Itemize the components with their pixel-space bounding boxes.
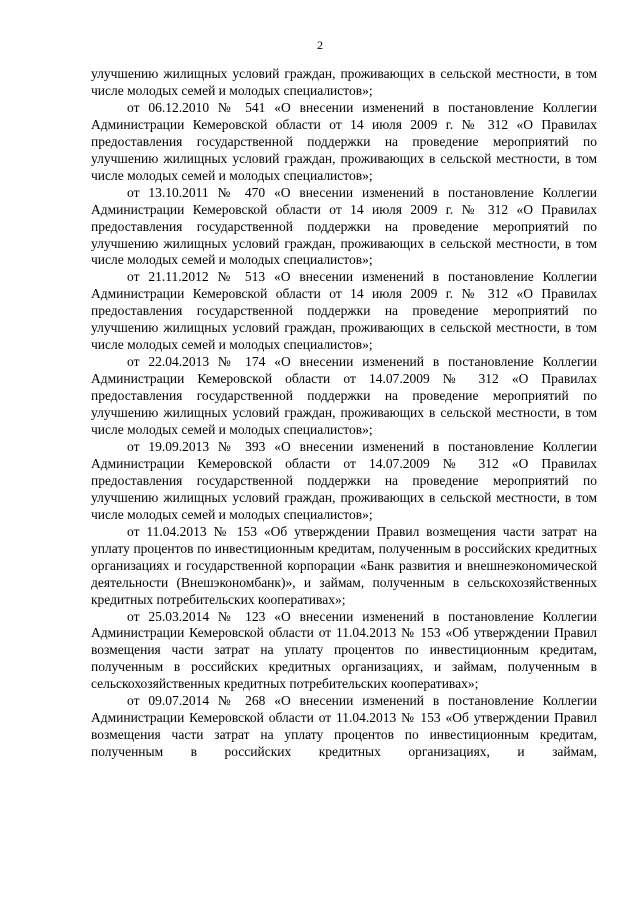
paragraph-decree-2013-393: от 19.09.2013 № 393 «О внесении изменений в постановление Коллегии Администрации Кемеровской области от 14.07.2009 № 312 «О Правилах предоставления государственной поддержки на проведение мероприятий по улучшению жилищных условий граждан, проживающих в сельской местности, в том числе молодых семей и молодых специалистов»; [91,438,597,522]
paragraph-continuation: улучшению жилищных условий граждан, проживающих в сельской местности, в том числе молодых семей и молодых специалистов»; [91,66,597,98]
paragraph-decree-2014-268: от 09.07.2014 № 268 «О внесении изменений в постановление Коллегии Администрации Кемеровской области от 11.04.2013 № 153 «Об утверждении Правил возмещения части затрат на уплату процентов по инвестиционным кредитам, полученным в российских кредитных организациях, и займам, [91,693,597,760]
paragraph-decree-2011-470: от 13.10.2011 № 470 «О внесении изменений в постановление Коллегии Администрации Кемеровской области от 14 июля 2009 г. № 312 «О Правилах предоставления государственной поддержки на проведение мероприятий по улучшению жилищных условий граждан, проживающих в сельской местности, в том числе молодых семей и молодых специалистов»; [91,184,597,268]
paragraph-decree-2012-513: от 21.11.2012 № 513 «О внесении изменений в постановление Коллегии Администрации Кемеровской области от 14 июля 2009 г. № 312 «О Правилах предоставления государственной поддержки на проведение мероприятий по улучшению жилищных условий граждан, проживающих в сельской местности, в том числе молодых семей и молодых специалистов»; [91,269,597,353]
paragraph-decree-2013-153: от 11.04.2013 № 153 «Об утверждении Правил возмещения части затрат на уплату процентов по инвестиционным кредитам, полученным в российских кредитных организациях и государственной корпорации «Банк развития и внешнеэкономической деятельности (Внешэкономбанк)», и займам, полученным в сельскохозяйственных кредитных потребительских кооперативах»; [91,523,597,607]
paragraph-decree-2013-174: от 22.04.2013 № 174 «О внесении изменений в постановление Коллегии Администрации Кемеровской области от 14.07.2009 № 312 «О Правилах предоставления государственной поддержки на проведение мероприятий по улучшению жилищных условий граждан, проживающих в сельской местности, в том числе молодых семей и молодых специалистов»; [91,354,597,438]
document-body [91,66,597,761]
page-number: 2 [317,38,323,52]
paragraph-decree-2014-123: от 25.03.2014 № 123 «О внесении изменений в постановление Коллегии Администрации Кемеровской области от 11.04.2013 № 153 «Об утверждении Правил возмещения части затрат на уплату процентов по инвестиционным кредитам, полученным в российских кредитных организациях, и займам, полученным в сельскохозяйственных кредитных потребительских кооперативах»; [91,608,597,692]
paragraph-decree-2010-541: от 06.12.2010 № 541 «О внесении изменений в постановление Коллегии Администрации Кемеровской области от 14 июля 2009 г. № 312 «О Правилах предоставления государственной поддержки на проведение мероприятий по улучшению жилищных условий граждан, проживающих в сельской местности, в том числе молодых семей и молодых специалистов»; [91,99,597,183]
